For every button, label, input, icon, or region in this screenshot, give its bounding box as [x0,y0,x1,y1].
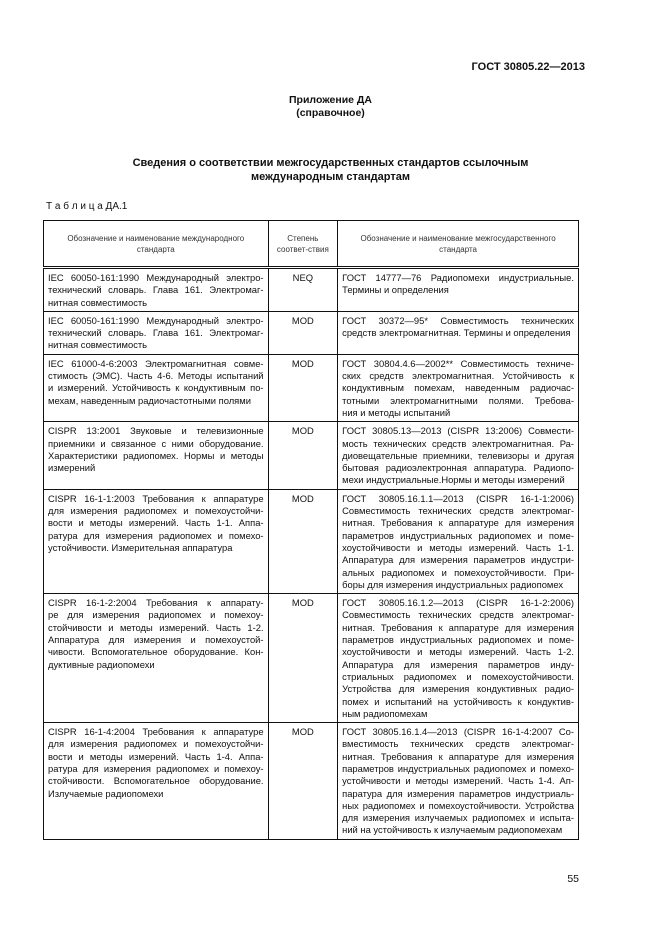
cell-text-line: диовещательные приемники, телевизоры и другая [342,449,574,461]
intl-standard-cell [44,354,269,421]
table-header-row [44,221,579,268]
cell-text-line: мехам, наведенным радиочастотными полями [48,394,251,406]
cell-text-line: нитная совместимость [48,339,148,351]
cell-text-line: нитная. Требования к аппаратуре для измерения [342,750,574,762]
cell-text-line: Аппаратура для измерения параметров индустри- [342,554,574,566]
section-title [0,156,661,184]
cell-text-line: IEC 60050-161:1990 Международный электро- [48,314,264,326]
cell-text-line: приемники и связанное с ними оборудование. [48,437,264,449]
gost-standard-cell [338,422,579,489]
cell-text-line: ных радиопомех и помехоустойчивости. Устройства [342,799,574,811]
degree-cell: MOD [268,723,338,840]
cell-text-line: устойчивости. Измерительная аппаратура [48,541,233,553]
cell-text-line: ния и методы испытаний [342,406,451,418]
cell-text-line: параметров индустриальных радиопомех и поме- [342,529,574,541]
cell-text-line: ГОСТ 30804.4.6—2002** Совместимость техниче- [342,357,574,369]
gost-standard-cell [338,723,579,840]
cell-text-line: средств электромагнитная. Термины и определения [342,327,571,339]
gost-standard-cell [338,594,579,723]
cell-text-line: ГОСТ 30805.13—2013 (CISPR 13:2006) Совмести- [342,425,574,437]
table-caption: Т а б л и ц а ДА.1 [46,201,128,212]
cell-text-line: кондуктивным помехам, наведенным радиочас- [342,382,574,394]
cell-text-line: стойчивости. Вспомогательное оборудование. [48,775,264,787]
intl-standard-cell [44,311,269,354]
gost-standard-cell [338,489,579,593]
intl-standard-cell [44,489,269,593]
cell-text-line: для измерения излучаемых радиопомех и испыта- [342,812,574,824]
cell-text-line: мехи индустриальные.Нормы и методы измерений [342,474,565,486]
gost-standard-cell [338,268,579,312]
table-row [44,354,579,421]
cell-text-line: нитная совместимость [48,296,148,308]
cell-text-line: ным радиопомехам [342,707,428,719]
cell-text-line: CISPR 13:2001 Звуковые и телевизионные [48,425,264,437]
cell-text-line: стойчивости и методы измерений. Часть 1-2. [48,621,264,633]
cell-text-line: устойчивости и методы измерений. Часть 1-4. Ап- [342,775,574,787]
cell-text-line: Устройства для измерения кондуктивных радио- [342,683,574,695]
cell-text-line: хоустойчивости и методы измерений. Часть 1-1. [342,541,574,553]
cell-text-line: технический словарь. Глава 161. Электромаг- [48,284,264,296]
cell-text-line: ских средств электромагнитная. Устойчивость к [342,370,574,382]
cell-text-line: технический словарь. Глава 161. Электромаг- [48,327,264,339]
cell-text-line: Термины и определения [342,284,449,296]
degree-cell: MOD [268,354,338,421]
cell-text-line: вости и методы измерений. Часть 1-4. Аппа- [48,750,264,762]
cell-text-line: ний на устойчивость к излучаемым радиопомехам [342,824,563,836]
cell-text-line: нитная. Требования к аппаратуре для измерения [342,517,574,529]
cell-text-line: IEC 61000-4-6:2003 Электромагнитная совме- [48,357,264,369]
intl-standard-cell [44,723,269,840]
annex-title: Приложение ДА [289,94,372,106]
document-id-header: ГОСТ 30805.22—2013 [471,61,585,73]
cell-text-line: нитная. Требования к аппаратуре для измерения [342,621,574,633]
cell-text-line: помех и испытаний на устойчивость к кондуктив- [342,695,574,707]
cell-text-line: Характеристики радиопомех. Нормы и методы [48,449,264,461]
cell-text-line: бытовая радиоэлектронная аппаратура. Радиопо- [342,462,574,474]
annex-subtitle: (справочное) [296,107,365,119]
cell-text-line: параметров индустриальных радиопомех и поме- [342,634,574,646]
intl-standard-cell [44,594,269,723]
correspondence-table [43,220,579,840]
cell-text-line: вместимость технических средств электромаг- [342,738,574,750]
cell-text-line: альных радиопомех и помехоустойчивости. При- [342,566,574,578]
table-row [44,422,579,489]
cell-text-line: дуктивные радиопомехи [48,658,155,670]
cell-text-line: CISPR 16-1-4:2004 Требования к аппаратуре [48,726,264,738]
cell-text-line: измерений [48,462,96,474]
cell-text-line: Аппаратура для измерения и помехоустой- [48,634,264,646]
cell-text-line: Излучаемые радиопомехи [48,787,164,799]
gost-standard-cell [338,354,579,421]
table-row [44,268,579,312]
gost-standard-cell [338,311,579,354]
degree-cell: MOD [268,489,338,593]
cell-text-line: Совместимость технических средств электромаг- [342,609,574,621]
cell-text-line: ратура для измерения радиопомех и помехо- [48,529,264,541]
degree-cell: MOD [268,594,338,723]
cell-text-line: ГОСТ 30805.16.1.2—2013 (CISPR 16-1-2:2006) [342,597,574,609]
cell-text-line: IEC 60050-161:1990 Международный электро- [48,272,264,283]
page-number: 55 [567,873,579,885]
cell-text-line: ГОСТ 30372—95* Совместимость технических [342,314,574,326]
degree-cell: MOD [268,422,338,489]
table-row [44,594,579,723]
cell-text-line: тотными электромагнитными полями. Требова- [342,394,574,406]
intl-standard-cell [44,268,269,312]
cell-text-line: ГОСТ 14777—76 Радиопомехи индустриальные. [342,272,574,283]
cell-text-line: и измерений. Устойчивость к кондуктивным по- [48,382,264,394]
cell-text-line: для измерения радиопомех и помехоустойчи- [48,738,264,750]
cell-text-line: хоустойчивости и методы измерений. Часть 1-2. [342,646,574,658]
degree-cell: NEQ [268,268,338,312]
cell-text-line: ратура для измерения радиопомех и помехоу- [48,762,264,774]
cell-text-line: вости и методы измерений. Часть 1-1. Аппа- [48,517,264,529]
cell-text-line: CISPR 16-1-2:2004 Требования к аппарату- [48,597,264,609]
cell-text-line: ГОСТ 30805.16.1.4—2013 (CISPR 16-1-4:2007 Со- [342,726,574,738]
cell-text-line: параметров индустриальных радиопомех и помехо- [342,762,574,774]
cell-text-line: стриальных радиопомех и помехоустойчивости. [342,670,574,682]
annex-heading [0,94,661,120]
degree-cell: MOD [268,311,338,354]
cell-text-line: чивости. Вспомогательное оборудование. Кон- [48,646,264,658]
header-degree: Степень соответ-ствия [268,221,338,268]
cell-text-line: паратура для измерения параметров индустриаль- [342,787,574,799]
cell-text-line: Аппаратура для измерения параметров инду- [342,658,574,670]
header-gost-standard: Обозначение и наименование межгосударственного стандарта [338,221,579,268]
cell-text-line: Совместимость технических средств электромаг- [342,505,574,517]
table-row [44,723,579,840]
cell-text-line: для измерения радиопомех и помехоустойчи- [48,505,264,517]
section-title-line: Сведения о соответствии межгосударственных стандартов ссылочным [132,157,529,169]
table-row [44,489,579,593]
header-intl-standard: Обозначение и наименование международного стандарта [44,221,269,268]
cell-text-line: ре для измерения радиопомех и помехоу- [48,609,264,621]
cell-text-line: CISPR 16-1-1:2003 Требования к аппаратуре [48,492,264,504]
cell-text-line: боры для измерения индустриальных радиопомех [342,578,564,590]
intl-standard-cell [44,422,269,489]
section-title-line: международным стандартам [251,171,410,183]
table-row [44,311,579,354]
cell-text-line: мость технических средств электромагнитная. Ра- [342,437,574,449]
cell-text-line: ГОСТ 30805.16.1.1—2013 (CISPR 16-1-1:2006) [342,492,574,504]
cell-text-line: стимость (ЭМС). Часть 4-6. Методы испытаний [48,370,264,382]
